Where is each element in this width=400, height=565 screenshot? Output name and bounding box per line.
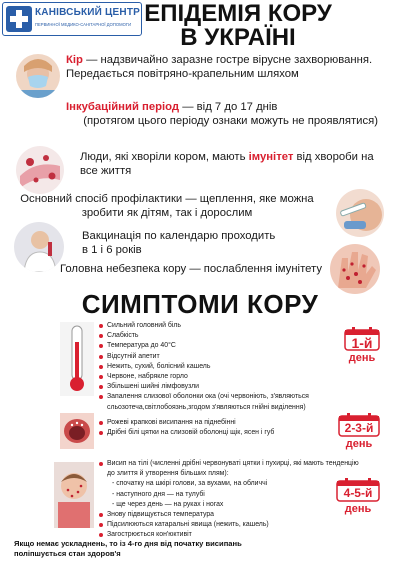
day1-number: 1-й bbox=[351, 335, 373, 351]
list-item: Сильний головний біль bbox=[98, 321, 398, 331]
masked-woman-icon bbox=[16, 54, 60, 98]
virus-icon bbox=[16, 146, 64, 194]
list-item: Червоне, набрякле горло bbox=[98, 372, 398, 382]
medical-cross-icon bbox=[6, 6, 32, 32]
list-item: Висип на тілі (численні дрібні червонуваті цятки і пухирці, які мають тенденцію до злиття й утворення більших плям): bbox=[98, 459, 368, 479]
fact-measles bbox=[66, 54, 384, 81]
list-item: Температура до 40°C bbox=[98, 341, 398, 351]
day45-symptom-list bbox=[98, 459, 368, 541]
vaccination-icon bbox=[336, 189, 384, 237]
fact-immunity-end: від хвороби на все життя bbox=[80, 151, 374, 177]
list-item: - наступного дня — на тулубі bbox=[112, 490, 205, 498]
list-item: Дрібні білі цятки на слизовій оболонці щік, ясен і губ bbox=[98, 428, 338, 438]
thermometer-icon bbox=[60, 322, 94, 396]
fact-incubation bbox=[66, 101, 386, 128]
fact-vaccination-schedule: Вакцинація по календарю проходить в 1 і 6 років bbox=[82, 230, 276, 256]
list-item: Загострюється кон'юктивіт bbox=[98, 530, 368, 540]
fact-prevention: Основний спосіб профілактики — щеплення, яке можна зробити як дітям, так і дорослим bbox=[20, 193, 314, 219]
day23-symptom-list bbox=[98, 418, 338, 438]
fact-danger: Головна небезпека кору — послаблення імунітету bbox=[60, 263, 322, 275]
day23-number: 2-3-й bbox=[344, 421, 374, 435]
list-item: Запалення слизової оболонки ока (очі червоніють, з'являються сльозотеча,світлобоязнь,згодом з'являються гнійні виділення) bbox=[98, 392, 398, 412]
list-item: Збільшені шийні лімфовузли bbox=[98, 382, 398, 392]
fact-measles-term: Кір bbox=[66, 54, 83, 66]
day45-label: день bbox=[344, 503, 372, 515]
fact-incubation-term: Інкубаційний період bbox=[66, 101, 180, 113]
day45-number: 4-5-й bbox=[343, 486, 373, 500]
logo-subtitle: ПЕРВИННОЇ МЕДИКО-САНІТАРНОЇ ДОПОМОГИ bbox=[35, 22, 132, 27]
list-item: Знову підвищується температура bbox=[98, 510, 368, 520]
fact-incubation-note: (протягом цього періоду ознаки можуть не проявлятися) bbox=[83, 114, 378, 127]
list-item: Нежить, сухий, болісний кашель bbox=[98, 362, 398, 372]
doctor-icon bbox=[14, 222, 64, 272]
list-item: Рожеві крапкові висипання на піднебінні bbox=[98, 418, 338, 428]
list-item: - ще через день — на руках і ногах bbox=[112, 500, 224, 508]
day1-label: день bbox=[348, 352, 376, 364]
list-item: - спочатку на шкірі голови, за вухами, на обличчі bbox=[112, 480, 268, 488]
day23-calendar bbox=[336, 413, 382, 455]
footer-note: Якщо немає ускладнень, то із 4-го дня від початку висипань поліпшується стан здоров'я bbox=[14, 539, 242, 558]
day45-calendar bbox=[334, 478, 382, 520]
fact-immunity-term: імунітет bbox=[248, 151, 294, 163]
day1-calendar bbox=[342, 327, 382, 369]
page-title: ЕПІДЕМІЯ КОРУ bbox=[144, 0, 332, 27]
day23-label: день bbox=[345, 438, 373, 450]
fact-measles-text: — надзвичайно заразне гостре вірусне захворювання. Передається повітряно-крапельним шляхом bbox=[66, 54, 373, 80]
fact-immunity-start: Люди, які хворіли кором, мають bbox=[80, 151, 249, 163]
list-item: Відсутній апетит bbox=[98, 352, 398, 362]
mouth-icon bbox=[60, 413, 94, 449]
symptoms-title: СИМПТОМИ КОРУ bbox=[81, 289, 319, 319]
fact-incubation-period: — від 7 до 17 днів bbox=[179, 101, 278, 113]
list-item: Слабкість bbox=[98, 331, 398, 341]
page-title-line2: В УКРАЇНІ bbox=[180, 24, 296, 51]
fact-immunity bbox=[80, 151, 392, 178]
rash-hand-icon bbox=[330, 244, 380, 294]
logo-title: КАНІВСЬКИЙ ЦЕНТР bbox=[35, 7, 141, 18]
sick-child-icon bbox=[54, 462, 94, 528]
list-item: Підсилюються катаральні явища (нежить, кашель) bbox=[98, 520, 368, 530]
